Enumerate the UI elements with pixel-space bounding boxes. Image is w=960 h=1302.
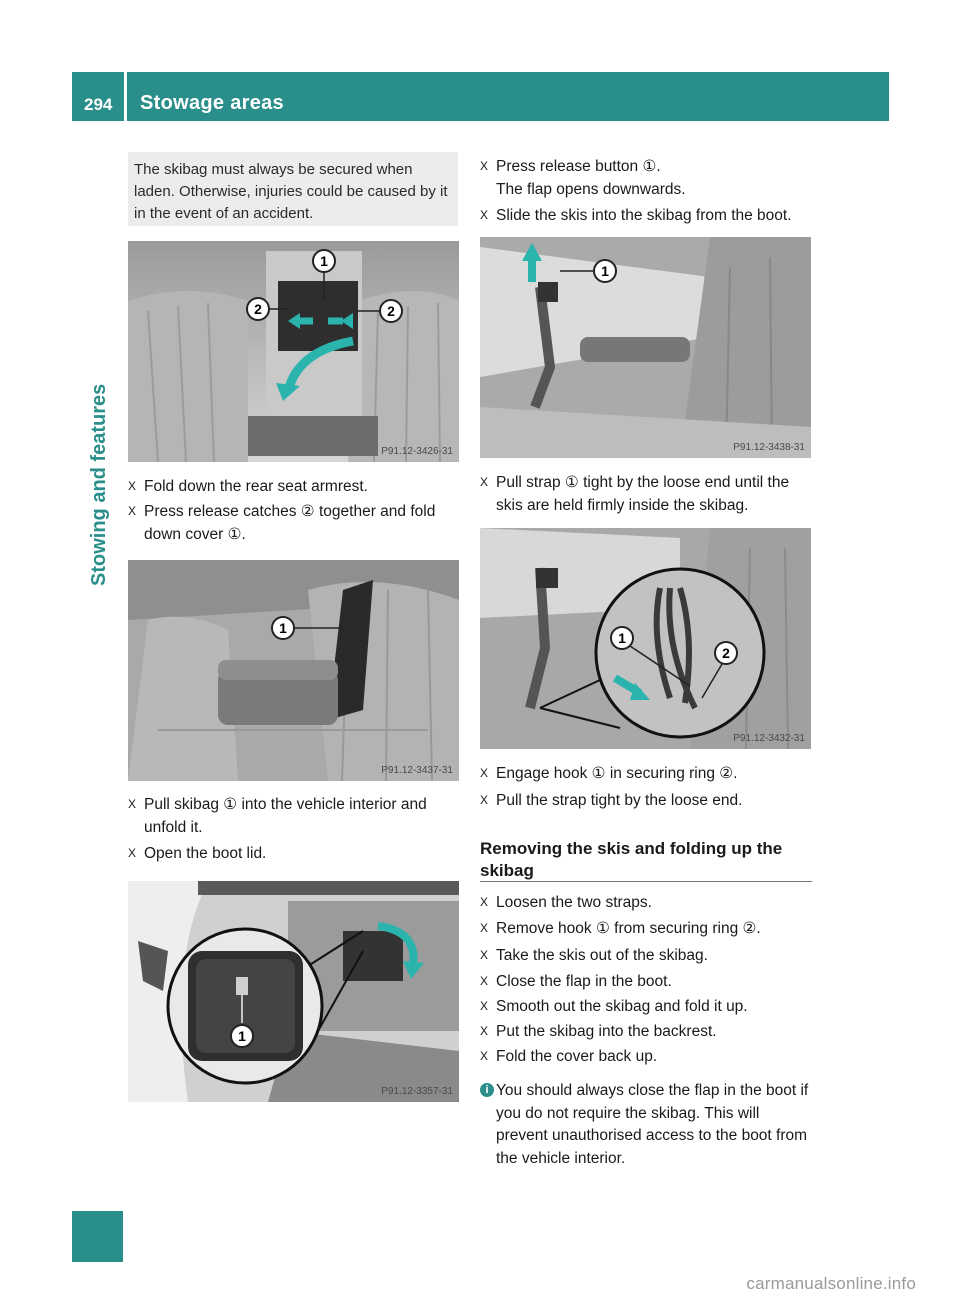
step-text: Slide the skis into the skibag from the boot.	[496, 207, 792, 224]
step-marker: X	[480, 1024, 489, 1038]
step-item	[480, 789, 814, 812]
step-marker: X	[480, 895, 489, 909]
photo-skibag-strap	[480, 237, 811, 458]
step-text: Smooth out the skibag and fold it up.	[496, 998, 748, 1015]
svg-text:1: 1	[618, 630, 626, 646]
step-result: The flap opens downwards.	[496, 181, 686, 198]
step-item	[480, 891, 814, 914]
step-item	[128, 475, 460, 498]
side-tab-block	[72, 1211, 123, 1262]
step-item	[480, 471, 814, 517]
step-item	[480, 204, 814, 227]
step-text: Fold down the rear seat armrest.	[144, 478, 368, 495]
photo-code: P91.12-3438-31	[733, 442, 805, 453]
step-text: Open the boot lid.	[144, 845, 267, 862]
step-marker: X	[480, 948, 489, 962]
warning-text: The skibag must always be secured when laden. Otherwise, injuries could be caused by it in the event of an accident.	[134, 161, 448, 222]
photo-code: P91.12-3426-31	[381, 446, 453, 457]
step-text: Engage hook ① in securing ring ②.	[496, 765, 738, 782]
step-marker: X	[480, 208, 489, 222]
photo-boot-flap	[128, 881, 459, 1102]
warning-box	[128, 152, 458, 226]
step-item	[480, 762, 814, 785]
photo-hook-ring	[480, 528, 811, 749]
step-text: Take the skis out of the skibag.	[496, 947, 708, 964]
photo-skibag-backrest	[128, 560, 459, 781]
step-item	[480, 1045, 814, 1068]
step-item	[480, 970, 814, 993]
photo-code: P91.12-3437-31	[381, 765, 453, 776]
step-item	[480, 944, 814, 967]
step-marker: X	[128, 504, 137, 518]
photo-code: P91.12-3432-31	[733, 733, 805, 744]
step-marker: X	[480, 921, 489, 935]
info-text: You should always close the flap in the boot if you do not require the skibag. This will prevent unauthorised access to the boot from the vehicle interior.	[496, 1082, 809, 1167]
subsection-rule	[480, 881, 812, 882]
step-text: Pull skibag ① into the vehicle interior and unfold it.	[144, 796, 427, 836]
step-text: Put the skibag into the backrest.	[496, 1023, 717, 1040]
step-marker: X	[480, 793, 489, 807]
page-number: 294	[84, 95, 113, 114]
step-item	[480, 995, 814, 1018]
info-icon: i	[480, 1083, 494, 1097]
svg-text:2: 2	[387, 303, 395, 319]
step-marker: X	[128, 479, 137, 493]
photo-armrest-cover	[128, 241, 459, 462]
step-text: Loosen the two straps.	[496, 894, 652, 911]
step-text: Press release button ①.	[496, 158, 661, 175]
step-marker: X	[480, 475, 489, 489]
step-text: Pull the strap tight by the loose end.	[496, 792, 743, 809]
step-marker: X	[480, 999, 489, 1013]
step-text: Fold the cover back up.	[496, 1048, 658, 1065]
step-text: Remove hook ① from securing ring ②.	[496, 920, 761, 937]
svg-text:1: 1	[601, 263, 609, 279]
step-item	[128, 842, 460, 865]
page-title: Stowage areas	[140, 92, 284, 114]
svg-text:1: 1	[279, 620, 287, 636]
step-marker: X	[480, 974, 489, 988]
side-tab-label: Stowing and features	[88, 383, 110, 586]
photo-code: P91.12-3357-31	[381, 1086, 453, 1097]
svg-text:2: 2	[722, 645, 730, 661]
step-marker: X	[480, 1049, 489, 1063]
watermark: carmanualsonline.info	[746, 1274, 916, 1293]
svg-text:1: 1	[238, 1028, 246, 1044]
svg-text:1: 1	[320, 253, 328, 269]
step-marker: X	[480, 159, 489, 173]
header-separator	[124, 72, 127, 121]
step-item	[480, 155, 814, 178]
step-text: Pull strap ① tight by the loose end until the skis are held firmly inside the skibag.	[496, 474, 790, 514]
step-item	[128, 500, 460, 546]
step-item	[480, 1020, 814, 1043]
step-text: Close the flap in the boot.	[496, 973, 672, 990]
subsection-heading: Removing the skis and folding up the skibag	[480, 839, 783, 880]
step-marker: X	[128, 797, 137, 811]
step-item	[128, 793, 460, 839]
step-marker: X	[128, 846, 137, 860]
step-marker: X	[480, 766, 489, 780]
step-text: Press release catches ② together and fold down cover ①.	[144, 503, 436, 543]
svg-text:2: 2	[254, 301, 262, 317]
step-item	[480, 917, 814, 940]
